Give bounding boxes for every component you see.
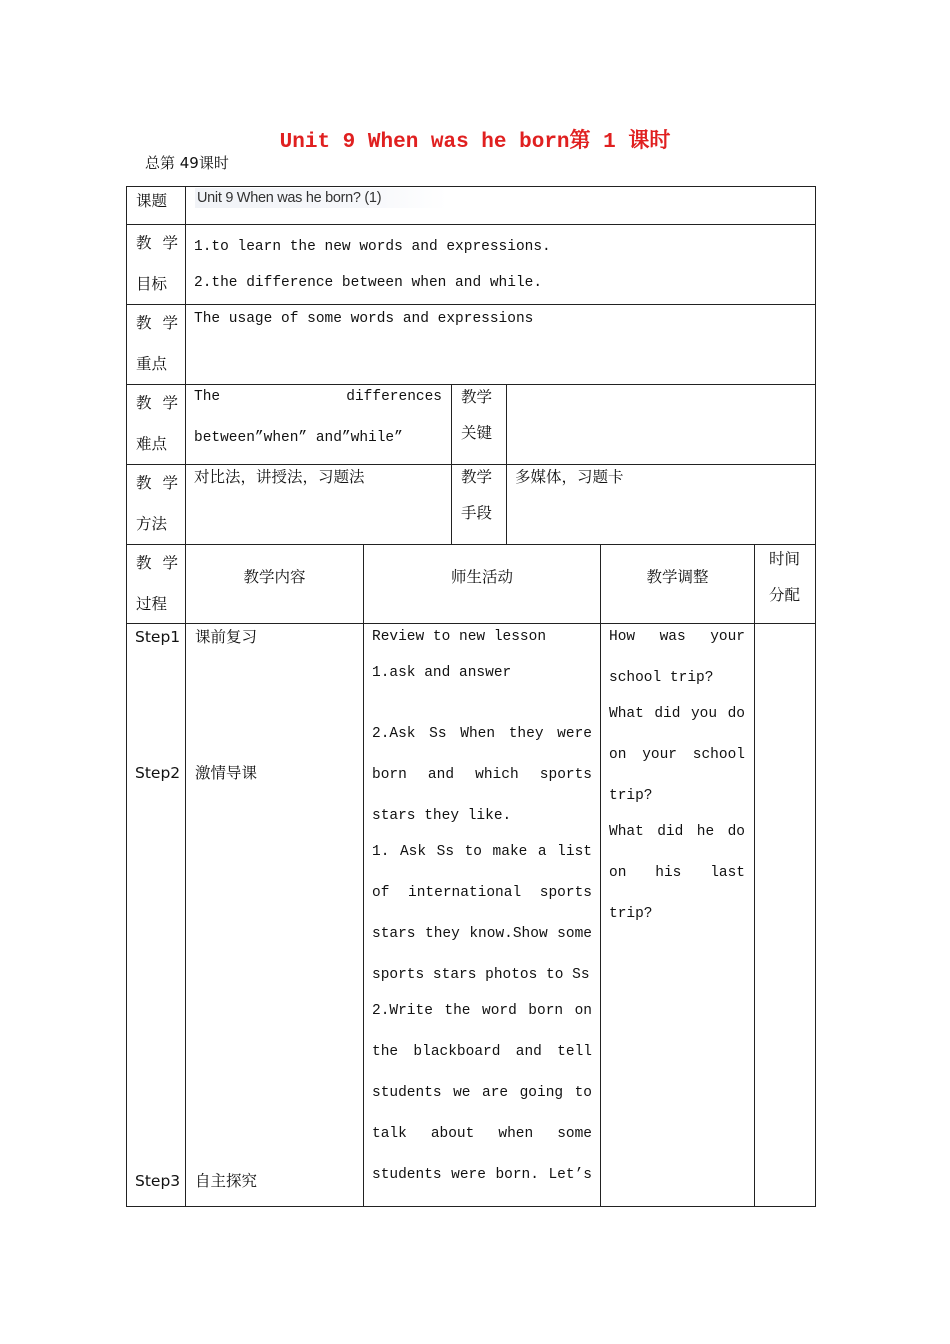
key-label-line-2: 关键	[461, 424, 493, 442]
adjust-line: on his last	[609, 865, 745, 881]
activity-line: 1.ask and answer	[372, 665, 512, 681]
methods-label-line-2: 方法	[136, 515, 168, 533]
goal-item: 2.the difference between when and while.	[194, 275, 543, 291]
header-adjust: 教学调整	[646, 568, 709, 586]
row-divider	[126, 544, 816, 545]
adjust-line: school trip?	[609, 670, 714, 686]
means-value: 多媒体，习题卡	[515, 468, 624, 486]
process-label	[136, 543, 178, 625]
key-label	[461, 379, 492, 451]
difficulties-line-1	[194, 377, 442, 418]
activity-line: the blackboard and tell	[372, 1044, 592, 1060]
header-activity: 师生活动	[450, 568, 513, 586]
means-label	[461, 459, 492, 531]
methods-label	[136, 463, 178, 545]
key-points-label-line-1: 教 学	[136, 314, 178, 332]
column-divider	[600, 544, 601, 1207]
activity-line: talk about when some	[372, 1126, 592, 1142]
activity-text	[372, 626, 592, 1200]
topic-label: 课题	[136, 192, 168, 210]
row-divider	[126, 623, 816, 624]
difficulties-line-2: between”when” and”while”	[194, 430, 403, 446]
header-time-line-2: 分配	[769, 586, 801, 604]
adjust-line: on your school	[609, 747, 745, 763]
document-title: Unit 9 When was he born第 1 课时	[279, 131, 671, 154]
goals-value	[194, 229, 551, 301]
activity-line	[372, 698, 592, 723]
activity-line: 1. Ask Ss to make a list	[372, 844, 592, 860]
header-content: 教学内容	[243, 568, 306, 586]
step-content: 激情导课	[195, 764, 258, 782]
table-border-top	[126, 186, 816, 187]
activity-line: of international sports	[372, 885, 592, 901]
row-divider	[126, 304, 816, 305]
lesson-count: 总第 49课时	[145, 154, 229, 172]
activity-line: stars they know.Show some	[372, 926, 592, 942]
row-divider	[126, 224, 816, 225]
table-border-left	[126, 186, 127, 1207]
table-border-right	[815, 186, 816, 1207]
means-label-line-2: 手段	[461, 504, 493, 522]
activity-line: Review to new lesson	[372, 629, 547, 645]
activity-line: born and which sports	[372, 767, 592, 783]
table-border-bottom	[126, 1206, 816, 1207]
adjust-text	[609, 626, 745, 939]
difficulties-label-line-1: 教 学	[136, 394, 178, 412]
activity-line: sports stars photos to Ss	[372, 967, 590, 983]
difficulties-value	[194, 377, 442, 459]
adjust-line: trip?	[609, 906, 653, 922]
means-label-line-1: 教学	[461, 468, 493, 486]
step-label: Step3	[135, 1172, 181, 1190]
activity-line: 2.Write the word born on	[372, 1003, 592, 1019]
goals-label-line-2: 目标	[136, 275, 168, 293]
activity-line: students were born. Let’s	[372, 1167, 592, 1183]
process-label-line-2: 过程	[136, 595, 168, 613]
difficulties-word: The	[194, 389, 221, 405]
column-divider	[363, 544, 364, 1207]
header-time-line-1: 时间	[769, 550, 801, 568]
step-label: Step2	[135, 764, 181, 782]
header-time	[769, 541, 800, 613]
key-points-label-line-2: 重点	[136, 355, 168, 373]
goals-label	[136, 223, 178, 305]
difficulties-label-line-2: 难点	[136, 435, 168, 453]
key-label-line-1: 教学	[461, 388, 493, 406]
goals-label-line-1: 教 学	[136, 234, 178, 252]
step-content: 自主探究	[195, 1172, 258, 1190]
adjust-line: What did he do	[609, 824, 745, 840]
difficulties-label	[136, 383, 178, 465]
key-points-label	[136, 303, 178, 385]
column-divider	[754, 544, 755, 1207]
adjust-line: What did you do	[609, 706, 745, 722]
column-divider	[185, 186, 186, 1207]
activity-line: students we are going to	[372, 1085, 592, 1101]
difficulties-word: differences	[346, 389, 442, 405]
activity-line: stars they like.	[372, 808, 512, 824]
adjust-line: trip?	[609, 788, 653, 804]
activity-line: 2.Ask Ss When they were	[372, 726, 592, 742]
topic-value: Unit 9 When was he born? (1)	[195, 188, 447, 208]
adjust-line: How was your	[609, 629, 745, 645]
process-label-line-1: 教 学	[136, 554, 178, 572]
goal-item: 1.to learn the new words and expressions.	[194, 239, 551, 255]
step-label: Step1	[135, 628, 181, 646]
key-points-value: The usage of some words and expressions	[194, 311, 534, 327]
step-content: 课前复习	[195, 628, 258, 646]
methods-label-line-1: 教 学	[136, 474, 178, 492]
methods-value: 对比法，讲授法，习题法	[194, 468, 365, 486]
column-divider	[506, 384, 507, 544]
column-divider	[451, 384, 452, 544]
